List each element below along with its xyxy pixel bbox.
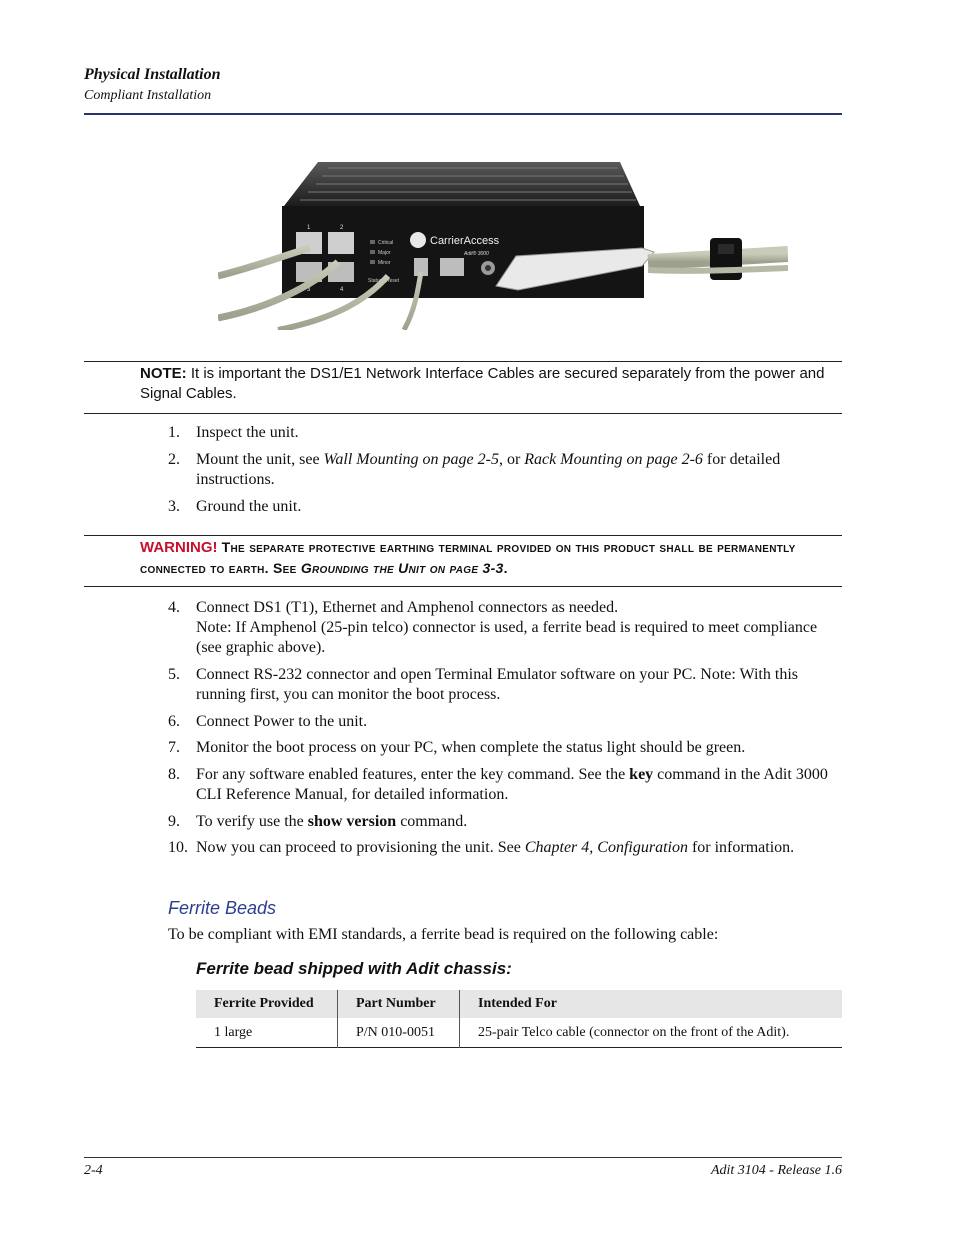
warning-link[interactable]: Grounding the Unit on page 3-3 xyxy=(300,560,504,576)
step-number: 7. xyxy=(168,739,180,756)
step-text xyxy=(196,712,842,732)
warning-text: The separate protective earthing terminal provided on this product shall be permanently connected to earth. See xyxy=(140,539,796,576)
text-run: Note: If Amphenol (25-pin telco) connector is used, a ferrite bead is required to meet compliance (see graphic above). xyxy=(196,619,818,656)
text-run: Connect Power to the unit. xyxy=(196,713,368,730)
command-name: key xyxy=(629,766,654,783)
step-number: 5. xyxy=(168,666,180,683)
text-run: command in the Adit 3000 CLI Reference Manual xyxy=(196,766,828,803)
text-run: Inspect the unit. xyxy=(196,424,299,441)
step-text xyxy=(196,423,842,443)
step-number: 6. xyxy=(168,713,180,730)
column-header: Part Number xyxy=(338,990,460,1018)
step-number: 10. xyxy=(168,839,188,856)
warning-block xyxy=(140,537,842,579)
note-block xyxy=(140,364,842,404)
section-title: Physical Installation xyxy=(84,66,221,83)
port-number: 2 xyxy=(340,225,344,231)
table-cell: 25-pair Telco cable (connector on the front of the Adit). xyxy=(460,1018,843,1048)
led-label: Critical xyxy=(378,240,394,246)
note-label: NOTE: xyxy=(140,365,187,382)
text-run: Mount the unit, see xyxy=(196,451,324,468)
step-number: 4. xyxy=(168,599,180,616)
text-run: , or xyxy=(498,451,525,468)
led-label: Major xyxy=(378,250,391,256)
status-leds xyxy=(370,240,375,264)
list-item xyxy=(168,738,842,758)
text-run: Now you can proceed to provisioning the unit. See xyxy=(196,839,525,856)
warning-label: WARNING! xyxy=(140,539,218,556)
table-row xyxy=(196,1018,842,1048)
step-number: 3. xyxy=(168,498,180,515)
telco-cable xyxy=(648,268,788,271)
step-text xyxy=(196,738,842,758)
led-label: Minor xyxy=(378,260,391,266)
cross-reference[interactable]: Rack Mounting on page 2-6 xyxy=(524,451,703,468)
list-item xyxy=(168,838,842,858)
note-text: It is important the DS1/E1 Network Interface Cables are secured separately from the power and Signal Cables. xyxy=(140,365,825,402)
subsection-title: Compliant Installation xyxy=(84,88,212,103)
ferrite-table xyxy=(196,990,842,1048)
text-run: Ground the unit. xyxy=(196,498,302,515)
header-rule xyxy=(84,113,842,115)
text-run: for detailed information. xyxy=(347,786,509,803)
page-number: 2-4 xyxy=(84,1163,103,1178)
warning-rule-top xyxy=(84,535,842,536)
footer-rule xyxy=(84,1157,842,1158)
button-label: Status xyxy=(368,278,383,284)
column-header: Ferrite Provided xyxy=(196,990,338,1018)
command-name: show version xyxy=(307,813,397,830)
list-item xyxy=(168,712,842,732)
text-run: Monitor the boot process on your PC, when complete the status light should be green. xyxy=(196,739,746,756)
brand-logo-icon xyxy=(410,232,426,248)
table-caption: Ferrite bead shipped with Adit chassis: xyxy=(196,959,512,978)
step-text xyxy=(196,598,842,658)
list-item xyxy=(168,450,842,490)
list-item xyxy=(168,812,842,832)
note-rule-bottom xyxy=(84,413,842,414)
list-item xyxy=(168,665,842,705)
list-item xyxy=(168,765,842,805)
cross-reference[interactable]: Wall Mounting on page 2-5 xyxy=(323,451,499,468)
step-number: 2. xyxy=(168,451,180,468)
warning-rule-bottom xyxy=(84,586,842,587)
note-rule-top xyxy=(84,361,842,362)
text-run: command. xyxy=(396,813,468,830)
step-text xyxy=(196,765,842,805)
list-item xyxy=(168,423,842,443)
step-number: 1. xyxy=(168,424,180,441)
step-number: 8. xyxy=(168,766,180,783)
port-number: 4 xyxy=(340,287,344,293)
port-number: 1 xyxy=(307,225,311,231)
text-run: for detailed instructions. xyxy=(196,451,781,488)
device-photo xyxy=(218,158,788,330)
list-item xyxy=(168,598,842,658)
brand-name: CarrierAccess xyxy=(430,235,500,247)
button-label: Reset xyxy=(386,278,400,284)
model-name: Adit® 3000 xyxy=(464,251,489,257)
port-number: 3 xyxy=(307,287,311,293)
text-run: Connect RS-232 connector and open Terminal Emulator software on your PC. Note: With this running first, you can monitor the boot process. xyxy=(196,666,798,703)
step-text xyxy=(196,665,842,705)
table-cell: 1 large xyxy=(214,1024,253,1040)
cross-reference[interactable]: , xyxy=(343,786,348,803)
step-text xyxy=(196,497,842,517)
ferrite-heading: Ferrite Beads xyxy=(168,898,277,918)
table-header-row xyxy=(196,990,842,1018)
document-title: Adit 3104 - Release 1.6 xyxy=(710,1163,842,1178)
step-number: 9. xyxy=(168,813,180,830)
step-text xyxy=(196,450,842,490)
console-port xyxy=(440,258,464,276)
ferrite-intro: To be compliant with EMI standards, a ferrite bead is required on the following cable: xyxy=(168,926,719,943)
step-text xyxy=(196,838,842,858)
warning-end: . xyxy=(503,560,508,576)
adit-device-illustration xyxy=(218,158,788,330)
text-run: For any software enabled features, enter the key command. See the xyxy=(196,766,630,783)
cross-reference[interactable]: Chapter 4, Configuration xyxy=(524,839,688,856)
column-header: Intended For xyxy=(460,990,843,1018)
text-run: Connect DS1 (T1), Ethernet and Amphenol connectors as needed. xyxy=(196,599,619,616)
list-item xyxy=(168,497,842,517)
step-text xyxy=(196,812,842,832)
table-cell: P/N 010-0051 xyxy=(338,1018,460,1048)
text-run: To verify use the xyxy=(196,813,308,830)
text-run: for information. xyxy=(687,839,795,856)
